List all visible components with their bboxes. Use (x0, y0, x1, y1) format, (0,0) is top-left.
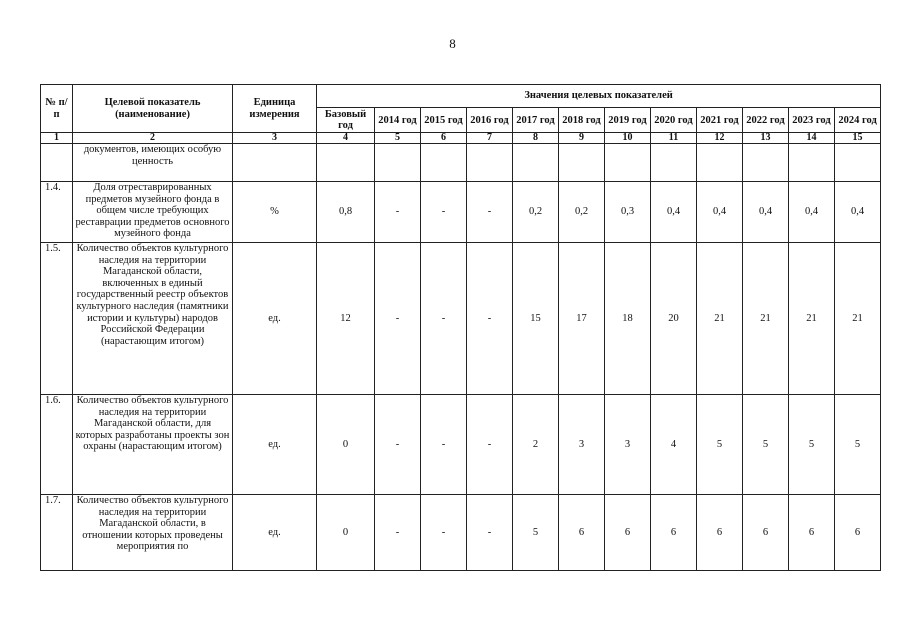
header-unit: Единица измерения (233, 85, 317, 133)
value-cell: 21 (743, 243, 789, 395)
header-year: 2016 год (467, 108, 513, 133)
value-cell: 21 (835, 243, 881, 395)
value-cell (697, 144, 743, 182)
value-cell: - (467, 395, 513, 495)
value-cell: 6 (835, 495, 881, 571)
value-cell: 4 (651, 395, 697, 495)
header-year: 2023 год (789, 108, 835, 133)
header-values-group: Значения целевых показателей (317, 85, 881, 108)
value-cell: - (467, 182, 513, 243)
value-cell: - (421, 182, 467, 243)
value-cell: 20 (651, 243, 697, 395)
row-number: 1.4. (41, 182, 73, 243)
table-row (41, 243, 881, 395)
value-cell (651, 144, 697, 182)
header-year: 2020 год (651, 108, 697, 133)
value-cell: 21 (789, 243, 835, 395)
value-cell: 6 (605, 495, 651, 571)
unit-cell: ед. (233, 495, 317, 571)
value-cell (835, 144, 881, 182)
value-cell (743, 144, 789, 182)
column-number: 15 (835, 133, 881, 144)
page-number: 8 (449, 36, 456, 51)
value-cell: 0,2 (513, 182, 559, 243)
value-cell: - (421, 243, 467, 395)
indicator-name: Доля отреставрированных предметов музейного фонда в общем числе требующих реставрации предметов основного музейного фонда (73, 182, 233, 243)
value-cell: - (375, 495, 421, 571)
header-year: 2022 год (743, 108, 789, 133)
header-row-main (41, 85, 881, 108)
column-number: 14 (789, 133, 835, 144)
value-cell: 5 (835, 395, 881, 495)
header-year: Базовый год (317, 108, 375, 133)
column-number: 9 (559, 133, 605, 144)
value-cell (789, 144, 835, 182)
value-cell: 3 (559, 395, 605, 495)
value-cell: - (421, 395, 467, 495)
column-number: 5 (375, 133, 421, 144)
value-cell: 2 (513, 395, 559, 495)
header-num: № п/п (41, 85, 73, 133)
value-cell: 0,4 (743, 182, 789, 243)
value-cell: 0,4 (651, 182, 697, 243)
table-row (41, 182, 881, 243)
header-name: Целевой показатель (наименование) (73, 85, 233, 133)
header-year: 2014 год (375, 108, 421, 133)
row-number: 1.6. (41, 395, 73, 495)
value-cell: 5 (743, 395, 789, 495)
column-number: 13 (743, 133, 789, 144)
indicator-name: Количество объектов культурного наследия на территории Магаданской области, в отношении которых проведены мероприятия по (73, 495, 233, 571)
column-number: 2 (73, 133, 233, 144)
value-cell (421, 144, 467, 182)
value-cell: 0 (317, 495, 375, 571)
value-cell: 15 (513, 243, 559, 395)
table-row (41, 395, 881, 495)
value-cell: 6 (559, 495, 605, 571)
value-cell (605, 144, 651, 182)
value-cell: 0,4 (789, 182, 835, 243)
value-cell: - (375, 395, 421, 495)
value-cell: 3 (605, 395, 651, 495)
column-number: 10 (605, 133, 651, 144)
value-cell: 18 (605, 243, 651, 395)
value-cell (467, 144, 513, 182)
header-year: 2021 год (697, 108, 743, 133)
value-cell: 17 (559, 243, 605, 395)
row-number: 1.7. (41, 495, 73, 571)
value-cell: 0,3 (605, 182, 651, 243)
column-numbers-row (41, 133, 881, 144)
column-number: 11 (651, 133, 697, 144)
value-cell: 0,2 (559, 182, 605, 243)
unit-cell: ед. (233, 243, 317, 395)
value-cell: - (467, 495, 513, 571)
column-number: 1 (41, 133, 73, 144)
value-cell: 6 (743, 495, 789, 571)
table-row (41, 144, 881, 182)
column-number: 8 (513, 133, 559, 144)
table-body (41, 144, 881, 571)
row-number (41, 144, 73, 182)
unit-cell (233, 144, 317, 182)
unit-cell: % (233, 182, 317, 243)
header-year: 2019 год (605, 108, 651, 133)
value-cell: - (467, 243, 513, 395)
header-year: 2017 год (513, 108, 559, 133)
indicator-name: Количество объектов культурного наследия на территории Магаданской области, включенных в единый государственный реестр объектов культурного наследия (памятники истории и культуры) народов Российской Федерации (нарастающим итогом) (73, 243, 233, 395)
indicator-name: документов, имеющих особую ценность (73, 144, 233, 182)
value-cell: - (375, 243, 421, 395)
value-cell (317, 144, 375, 182)
column-number: 12 (697, 133, 743, 144)
table-row (41, 495, 881, 571)
value-cell (559, 144, 605, 182)
value-cell (513, 144, 559, 182)
column-number: 6 (421, 133, 467, 144)
value-cell: 0,4 (835, 182, 881, 243)
unit-cell: ед. (233, 395, 317, 495)
header-year: 2015 год (421, 108, 467, 133)
column-number: 3 (233, 133, 317, 144)
value-cell (375, 144, 421, 182)
target-indicators-table (40, 84, 881, 571)
header-year: 2024 год (835, 108, 881, 133)
value-cell: 0,8 (317, 182, 375, 243)
value-cell: 21 (697, 243, 743, 395)
value-cell: 6 (789, 495, 835, 571)
column-number: 7 (467, 133, 513, 144)
value-cell: 5 (789, 395, 835, 495)
value-cell: 5 (513, 495, 559, 571)
value-cell: - (421, 495, 467, 571)
column-number: 4 (317, 133, 375, 144)
row-number: 1.5. (41, 243, 73, 395)
value-cell: - (375, 182, 421, 243)
value-cell: 12 (317, 243, 375, 395)
value-cell: 0,4 (697, 182, 743, 243)
value-cell: 5 (697, 395, 743, 495)
value-cell: 0 (317, 395, 375, 495)
value-cell: 6 (697, 495, 743, 571)
header-year: 2018 год (559, 108, 605, 133)
indicator-name: Количество объектов культурного наследия на территории Магаданской области, для которых разработаны проекты зон охраны (нарастающим итогом) (73, 395, 233, 495)
value-cell: 6 (651, 495, 697, 571)
